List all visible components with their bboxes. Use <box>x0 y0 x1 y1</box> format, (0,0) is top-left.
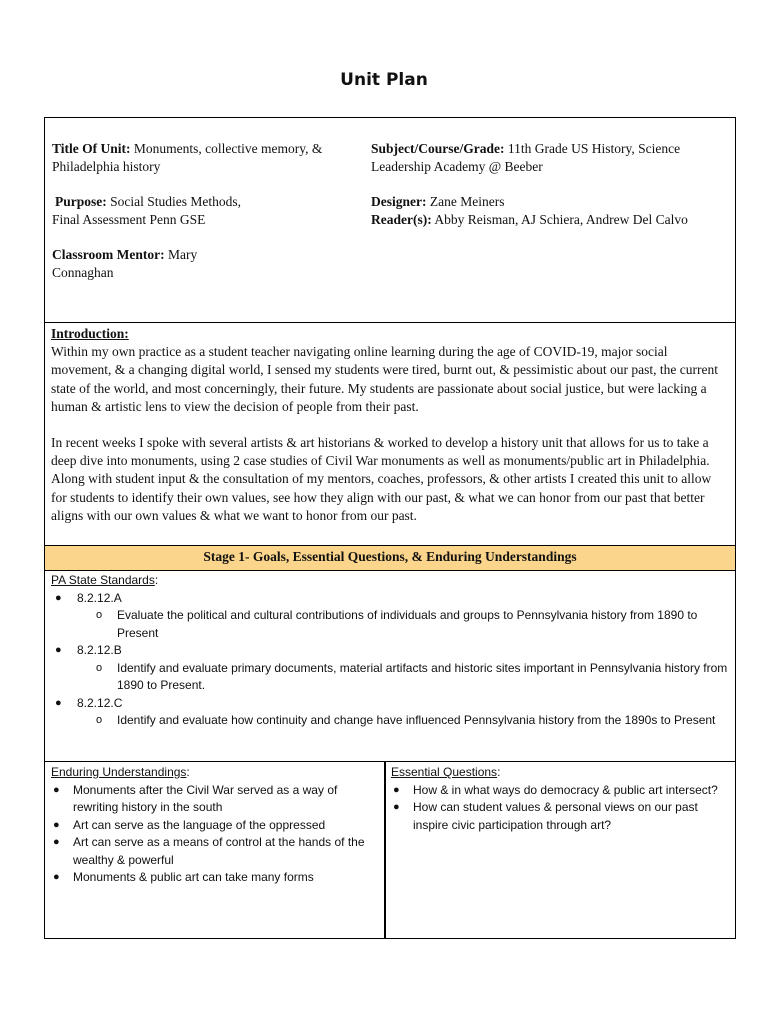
list-item <box>391 782 729 800</box>
standard-item <box>51 642 729 660</box>
classroom-mentor-label: Classroom Mentor: <box>52 247 165 262</box>
pa-standards-box <box>44 570 736 762</box>
list-item <box>51 817 379 835</box>
designer-field <box>371 193 701 211</box>
bullet-icon: ● <box>55 696 62 709</box>
essential-questions-title: Essential Questions <box>391 765 498 779</box>
readers-field <box>371 211 701 229</box>
classroom-mentor-value: Mary Connaghan <box>52 247 198 280</box>
list-item <box>51 869 379 887</box>
sub-bullet-icon: o <box>96 661 103 674</box>
list-item-text: How can student values & personal views on our past inspire civic participation through art? <box>413 800 698 832</box>
pa-standards-title: PA State Standards <box>51 573 155 587</box>
purpose-field <box>52 193 262 229</box>
introduction-box <box>44 322 736 546</box>
list-item-text: How & in what ways do democracy & public art intersect? <box>413 782 718 797</box>
unit-info-left-column <box>52 140 357 299</box>
standard-description <box>51 712 729 730</box>
standard-description-text: Identify and evaluate primary documents, material artifacts and historic sites important in Pennsylvania history from 1890 to Present. <box>117 660 728 692</box>
subject-label: Subject/Course/Grade: <box>371 141 505 156</box>
title-of-unit-value: Monuments, collective memory, & Philadelphia history <box>52 141 323 174</box>
introduction-title: Introduction: <box>51 326 129 341</box>
sub-bullet-icon: o <box>96 714 103 726</box>
standard-description <box>51 660 729 695</box>
subject-field <box>371 140 701 176</box>
standard-code: 8.2.12.A <box>77 590 122 605</box>
standard-item <box>51 695 729 713</box>
bullet-icon: ● <box>53 818 60 831</box>
bullet-icon: ● <box>53 836 60 848</box>
list-item-text: Monuments after the Civil War served as a way of rewriting history in the south <box>73 782 338 814</box>
purpose-label: Purpose: <box>55 194 107 209</box>
list-item <box>391 799 729 834</box>
introduction-paragraph-1: Within my own practice as a student teacher navigating online learning during the age of COVID-19, major social movement, & a changing digital world, I sensed my students were tired, burnt out, & pessimistic about our past, the current state of the world, and most concerningly, their future. My students are passionate about social justice, but were lacking a human & artistic lens to view the decision of people from their past. <box>51 344 718 414</box>
list-item-text: Art can serve as a means of control at the hands of the wealthy & powerful <box>73 835 365 867</box>
bullet-icon: ● <box>53 783 60 796</box>
unit-info-right-column <box>371 140 701 229</box>
essential-questions-box <box>384 761 736 939</box>
readers-label: Reader(s): <box>371 212 432 227</box>
standard-code: 8.2.12.B <box>77 643 122 657</box>
classroom-mentor-field <box>52 246 227 282</box>
sub-bullet-icon: o <box>96 609 103 621</box>
list-item-text: Art can serve as the language of the oppressed <box>73 817 326 832</box>
standard-description-text: Evaluate the political and cultural contributions of individuals and groups to Pennsylvania history from 1890 to Present <box>117 608 698 640</box>
readers-value: Abby Reisman, AJ Schiera, Andrew Del Calvo <box>434 212 688 227</box>
subject-value: 11th Grade US History, Science Leadership Academy @ Beeber <box>371 141 681 174</box>
standard-code: 8.2.12.C <box>77 695 123 710</box>
title-of-unit-field <box>52 140 357 176</box>
bullet-icon: ● <box>393 783 400 796</box>
list-item <box>51 782 379 817</box>
designer-label: Designer: <box>371 194 427 209</box>
bullet-icon: ● <box>55 644 62 656</box>
essential-questions-heading: Essential Questions: <box>391 765 501 779</box>
list-item-text: Monuments & public art can take many forms <box>73 870 314 884</box>
purpose-value: Social Studies Methods, Final Assessment Penn GSE <box>52 194 241 227</box>
enduring-understandings-box <box>44 761 386 939</box>
stage-1-heading: Stage 1- Goals, Essential Questions, & Enduring Understandings <box>44 545 736 571</box>
bullet-icon: ● <box>393 801 400 813</box>
standard-description <box>51 607 729 642</box>
pa-standards-heading: PA State Standards: <box>51 573 159 587</box>
title-of-unit-label: Title Of Unit: <box>52 141 131 156</box>
designer-value: Zane Meiners <box>429 194 505 209</box>
enduring-understandings-title: Enduring Understandings <box>51 765 187 779</box>
enduring-understandings-heading: Enduring Understandings: <box>51 765 190 779</box>
unit-info-box <box>44 117 736 323</box>
introduction-paragraph-2: In recent weeks I spoke with several artists & art historians & worked to develop a history unit that allows for us to take a deep dive into monuments, using 2 case studies of Civil War monuments as well as monuments/public art in Philadelphia. Along with student input & the consultation of my mentors, coaches, professors, & other artists I created this unit to allow for students to identify their own values, see how they align with our past, & what we can honor from our past that better aligns with our own values & what we want to honor from our past. <box>51 435 712 523</box>
standard-description-text: Identify and evaluate how continuity and change have influenced Pennsylvania history from the 1890s to Present <box>117 713 716 727</box>
standard-item <box>51 590 729 608</box>
list-item <box>51 834 379 869</box>
document-title: Unit Plan <box>340 70 428 90</box>
bullet-icon: ● <box>55 591 62 604</box>
bullet-icon: ● <box>53 871 60 883</box>
